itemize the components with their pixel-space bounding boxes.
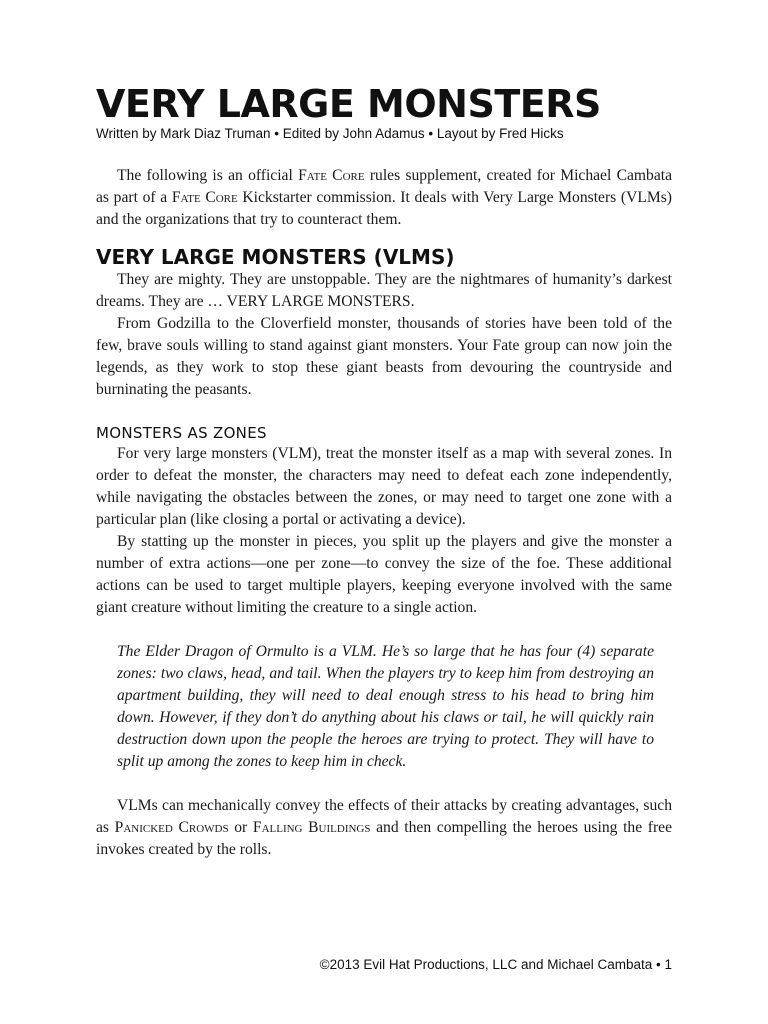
document-page xyxy=(96,84,672,861)
intro-text-1: The following is an official xyxy=(117,167,299,184)
page-title: VERY LARGE MONSTERS xyxy=(96,82,601,126)
subsection-heading-zones: MONSTERS AS ZONES xyxy=(96,424,267,442)
intro-smallcaps-1: Fate Core xyxy=(298,167,365,184)
body-paragraph: By statting up the monster in pieces, you split up the players and give the monster a number of extra actions—one per zone—to convey the size of the foe. These additional actions can be used to target multiple players, keeping everyone involved with the same giant creature without limiting the creature to a single action. xyxy=(96,533,672,616)
intro-smallcaps-2: Fate Core xyxy=(171,189,238,206)
byline: Written by Mark Diaz Truman • Edited by John Adamus • Layout by Fred Hicks xyxy=(96,126,564,141)
page-footer: ©2013 Evil Hat Productions, LLC and Michael Cambata • 1 xyxy=(319,957,672,972)
intro-text-2: rules supplement, created for Michael Cambata as part of a xyxy=(96,167,673,206)
body-paragraph: From Godzilla to the Cloverfield monster, thousands of stories have been told of the few, brave souls willing to stand against giant monsters. Your Fate group can now join the legends, as they work to stop these giant beasts from devouring the countryside and burninating the peasants. xyxy=(96,315,672,398)
closing-text-2: or xyxy=(228,819,253,836)
closing-text-1: VLMs can mechanically convey the effects of their attacks by creating advantages, such as xyxy=(96,797,672,836)
example-paragraph: The Elder Dragon of Ormulto is a VLM. He’s so large that he has four (4) separate zones: two claws, head, and tail. When the players try to keep him from destroying an apartment building, they will need to deal enough stress to his head to bring him down. However, if they don’t do anything about his claws or tail, he will quickly rain destruction down upon the people the heroes are trying to protect. They will have to split up among the zones to keep him in check. xyxy=(117,643,654,770)
body-paragraph: For very large monsters (VLM), treat the monster itself as a map with several zones. In order to defeat the monster, the characters may need to defeat each zone independently, while navigating the obstacles between the zones, or may need to target one zone with a particular plan (like closing a portal or activating a device). xyxy=(96,445,672,528)
body-paragraph: They are mighty. They are unstoppable. They are the nightmares of humanity’s darkest dreams. They are … VERY LARGE MONSTERS. xyxy=(96,271,672,310)
closing-paragraph xyxy=(96,795,672,861)
intro-paragraph xyxy=(96,165,672,231)
closing-text-3: and then compelling the heroes using the free invokes created by the rolls. xyxy=(96,819,672,858)
closing-smallcaps-2: Falling Buildings xyxy=(252,819,371,836)
closing-smallcaps-1: Panicked Crowds xyxy=(114,819,229,836)
section-heading-vlms: VERY LARGE MONSTERS (VLMS) xyxy=(96,245,455,269)
intro-text-3: Kickstarter commission. It deals with Very Large Monsters (VLMs) and the organizations that try to counteract them. xyxy=(96,189,672,228)
